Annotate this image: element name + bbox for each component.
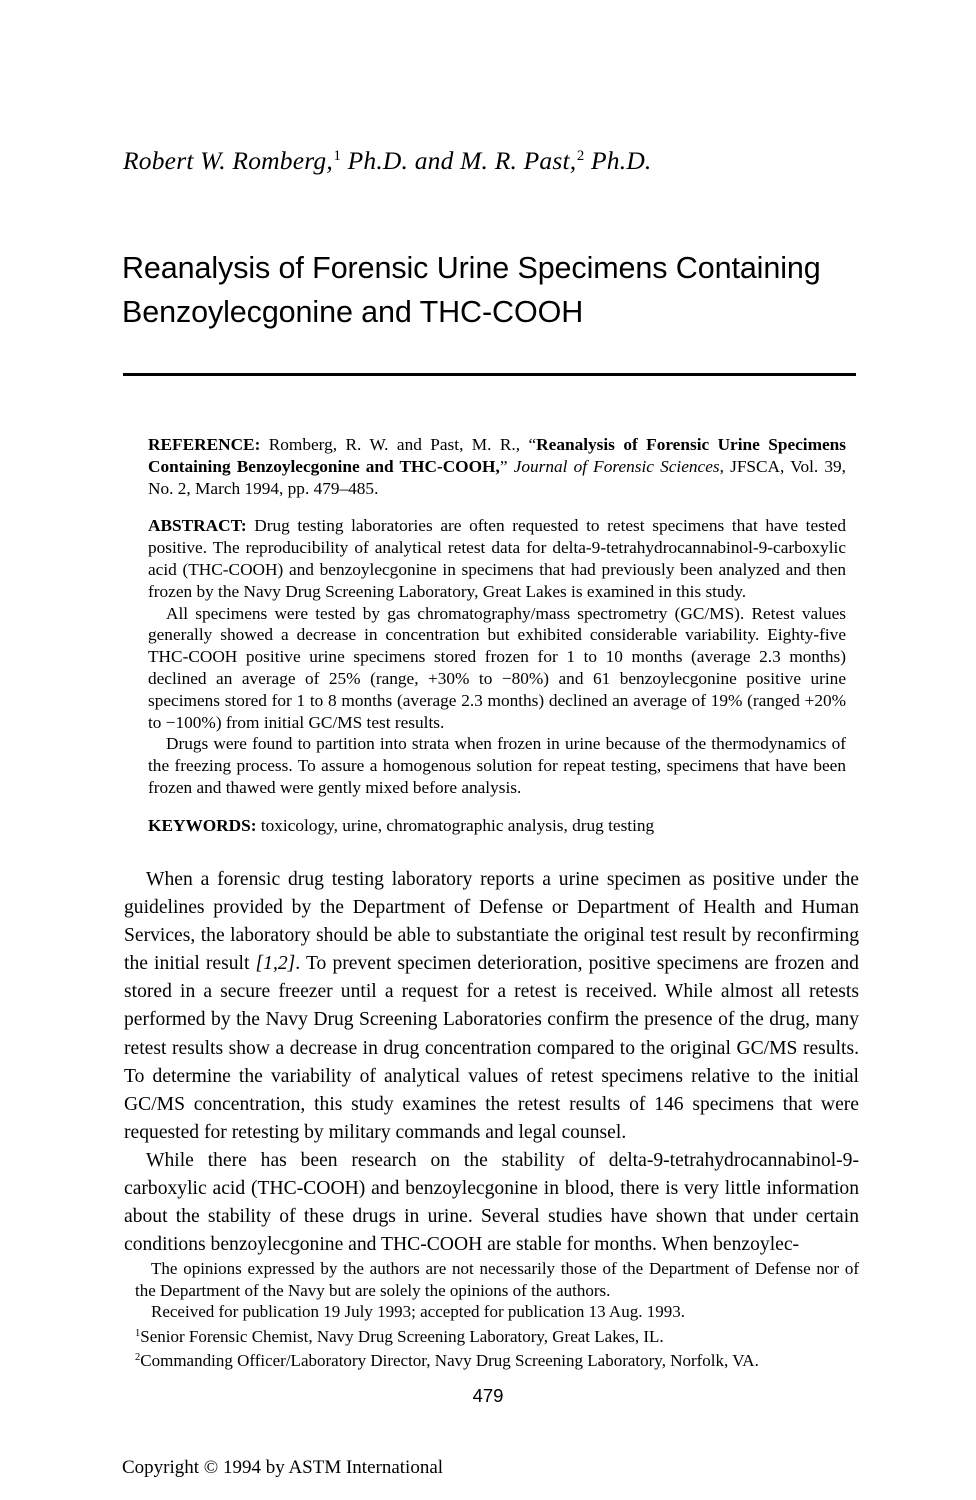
abstract-paragraph-2: All specimens were tested by gas chromatography/mass spectrometry (GC/MS). Retest values generally showed a decrease in concentration but exhibited considerable variability. Eighty-five THC-COOH positive urine specimens stored frozen for 1 to 10 months (average 2.3 months) declined an average of 25% (range, +30% to −80%) and 61 benzoylecgonine positive urine specimens stored for 1 to 8 months (average 2.3 months) declined an average of 19% (ranged +20% to −100%) from initial GC/MS test results. [148, 603, 846, 732]
abstract-paragraph-3: Drugs were found to partition into strata when frozen in urine because of the thermodynamics of the freezing process. To assure a homogenous solution for repeat testing, specimens that have been frozen and thawed were gently mixed before analysis. [148, 734, 846, 797]
author-degree-second: Ph.D. [584, 146, 652, 175]
body-paragraph-1-part-b: . To prevent specimen deterioration, positive specimens are frozen and stored in a secure freezer until a request for a retest is received. While almost all retests performed by the Navy Drug Screening Laboratories confirm the presence of the drug, many retest results show a decrease in drug concentration compared to the original GC/MS results. To determine the variability of analytical values of retest specimens relative to the initial GC/MS concentration, this study examines the retest results of 146 specimens that were requested for retesting by military commands and legal counsel. [124, 953, 859, 1143]
reference-authors: Romberg, R. W. and Past, M. R., “ [260, 435, 537, 454]
reference-journal-name: Journal of Forensic Sciences [513, 456, 720, 476]
body-paragraph-1-part-a: When a forensic drug testing laboratory reports a urine specimen as positive under the guidelines provided by the Department of Defense or Department of Health and Human Services, the laboratory should be able to substantiate the original test result by reconfirming the initial result [124, 869, 859, 975]
abstract-label: ABSTRACT: [148, 516, 247, 536]
footnote-received-date: Received for publication 19 July 1993; accepted for publication 13 Aug. 1993. [151, 1302, 685, 1322]
footnote-section [135, 1258, 859, 1372]
author-footnote-marker-2: 2 [576, 147, 585, 164]
author-byline [123, 146, 863, 176]
abstract-paragraph-1-text: Drug testing laboratories are often requested to retest specimens that have tested positive. The reproducibility of analytical retest data for delta-9-tetrahydrocannabinol-9-carboxylic acid (THC-COOH) and benzoylecgonine in specimens that had previously been analyzed and then frozen by the Navy Drug Screening Laboratory, Great Lakes is examined in this study. [148, 516, 846, 601]
copyright-notice: Copyright © 1994 by ASTM International [122, 1457, 444, 1478]
keywords-label: KEYWORDS: [148, 815, 257, 835]
author-name-primary: Robert W. Romberg, [123, 146, 333, 175]
footnote-disclaimer: The opinions expressed by the authors are not necessarily those of the Department of Defense nor of the Department of the Navy but are solely the opinions of the authors. [135, 1259, 859, 1300]
abstract-section [148, 434, 846, 837]
article-title: Reanalysis of Forensic Urine Specimens Containing Benzoylecgonine and THC-COOH [122, 251, 821, 330]
keywords-line [148, 815, 846, 837]
author-degree-and-second: Ph.D. and M. R. Past, [341, 146, 577, 175]
keywords-text: toxicology, urine, chromatographic analysis, drug testing [256, 815, 655, 835]
footnote-affiliation-1-text: Senior Forensic Chemist, Navy Drug Screening Laboratory, Great Lakes, IL. [140, 1326, 664, 1346]
abstract-paragraph-1 [148, 515, 846, 602]
article-body [124, 866, 859, 1259]
reference-quote-close: ” [499, 456, 514, 476]
reference-title: Reanalysis of Forensic Urine Specimens Containing Benzoylecgonine and THC-COOH, [148, 435, 846, 476]
reference-volume-pages: , JFSCA, Vol. 39, No. 2, March 1994, pp. 479–485. [148, 456, 846, 498]
title-divider-rule [123, 373, 856, 376]
author-footnote-marker-1: 1 [333, 147, 342, 164]
footnote-marker-1: 1 [135, 1327, 141, 1339]
body-paragraph-1-citation: [1,2] [255, 953, 296, 975]
reference-citation [148, 434, 846, 499]
body-paragraph-2: While there has been research on the stability of delta-9-tetrahydrocannabinol-9-carboxylic acid (THC-COOH) and benzoylecgonine in blood, there is very little information about the stability of these drugs in urine. Several studies have shown that under certain conditions benzoylecgonine and THC-COOH are stable for months. When benzoylec- [124, 1149, 859, 1256]
footnote-affiliation-1 [135, 1323, 859, 1347]
footnote-affiliation-2 [135, 1347, 859, 1371]
page-number: 479 [472, 1385, 504, 1406]
reference-label: REFERENCE: [148, 435, 261, 454]
footnote-marker-2: 2 [135, 1352, 141, 1364]
body-paragraph-1 [124, 866, 859, 1147]
footnote-affiliation-2-text: Commanding Officer/Laboratory Director, Navy Drug Screening Laboratory, Norfolk, VA. [140, 1350, 759, 1370]
